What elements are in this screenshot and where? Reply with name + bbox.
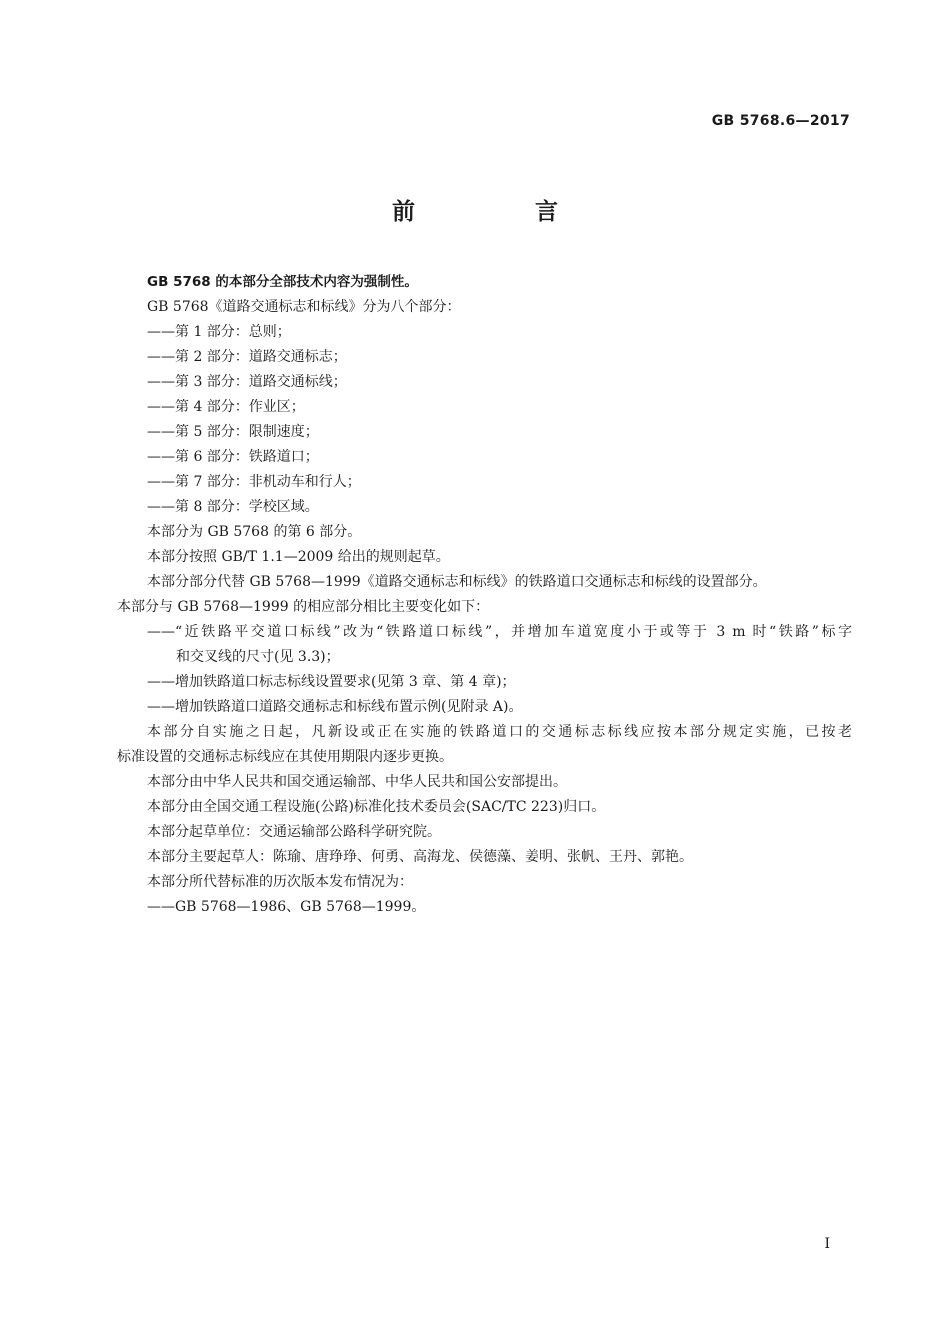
paragraph-drafting-unit: 本部分起草单位：交通运输部公路科学研究院。 bbox=[147, 824, 441, 840]
part-list-item: ——第 4 部分：作业区； bbox=[147, 399, 305, 415]
page-number: I bbox=[824, 1236, 830, 1252]
change-item: ——增加铁路道口道路交通标志和标线布置示例(见附录 A)。 bbox=[147, 699, 523, 715]
change-item: ——“近铁路平交道口标线”改为“铁路道口标线”，并增加车道宽度小于或等于 3 m 时“铁路”标字 bbox=[147, 624, 852, 640]
paragraph-replacement-line2: 本部分与 GB 5768—1999 的相应部分相比主要变化如下： bbox=[117, 599, 490, 615]
part-list-item: ——第 8 部分：学校区域。 bbox=[147, 499, 319, 515]
foreword-body bbox=[117, 270, 852, 920]
paragraph-implementation-line1: 本部分自实施之日起，凡新设或正在实施的铁路道口的交通标志标线应按本部分规定实施，已按老 bbox=[147, 724, 852, 740]
standard-code: GB 5768.6—2017 bbox=[711, 113, 850, 129]
paragraph-drafters: 本部分主要起草人：陈瑜、唐琤琤、何勇、高海龙、侯德藻、姜明、张帆、王丹、郭艳。 bbox=[147, 849, 693, 865]
paragraph-proposed-by: 本部分由中华人民共和国交通运输部、中华人民共和国公安部提出。 bbox=[147, 774, 567, 790]
part-list-item: ——第 3 部分：道路交通标线； bbox=[147, 374, 347, 390]
mandatory-statement: GB 5768 的本部分全部技术内容为强制性。 bbox=[147, 274, 418, 290]
page-title: 前 言 bbox=[391, 199, 614, 225]
part-list-item: ——第 2 部分：道路交通标志； bbox=[147, 349, 347, 365]
paragraph-replacement-line1: 本部分部分代替 GB 5768—1999《道路交通标志和标线》的铁路道口交通标志和标线的设置部分。 bbox=[147, 574, 767, 590]
part-list-item: ——第 5 部分：限制速度； bbox=[147, 424, 319, 440]
part-list-item: ——第 7 部分：非机动车和行人； bbox=[147, 474, 361, 490]
paragraph-part-number: 本部分为 GB 5768 的第 6 部分。 bbox=[147, 524, 362, 540]
paragraph-drafting-rules: 本部分按照 GB/T 1.1—2009 给出的规则起草。 bbox=[147, 549, 450, 565]
paragraph-centralized-by: 本部分由全国交通工程设施(公路)标准化技术委员会(SAC/TC 223)归口。 bbox=[147, 799, 606, 815]
paragraph-implementation-line2: 标准设置的交通标志标线应在其使用期限内逐步更换。 bbox=[117, 749, 453, 765]
change-item: ——增加铁路道口标志标线设置要求(见第 3 章、第 4 章)； bbox=[147, 674, 516, 690]
paragraph-parts-intro: GB 5768《道路交通标志和标线》分为八个部分： bbox=[147, 299, 461, 315]
part-list-item: ——第 6 部分：铁路道口； bbox=[147, 449, 319, 465]
paragraph-history-intro: 本部分所代替标准的历次版本发布情况为： bbox=[147, 874, 413, 890]
history-item: ——GB 5768—1986、GB 5768—1999。 bbox=[147, 899, 426, 915]
change-item-continuation: 和交叉线的尺寸(见 3.3)； bbox=[176, 649, 340, 665]
part-list-item: ——第 1 部分：总则； bbox=[147, 324, 291, 340]
